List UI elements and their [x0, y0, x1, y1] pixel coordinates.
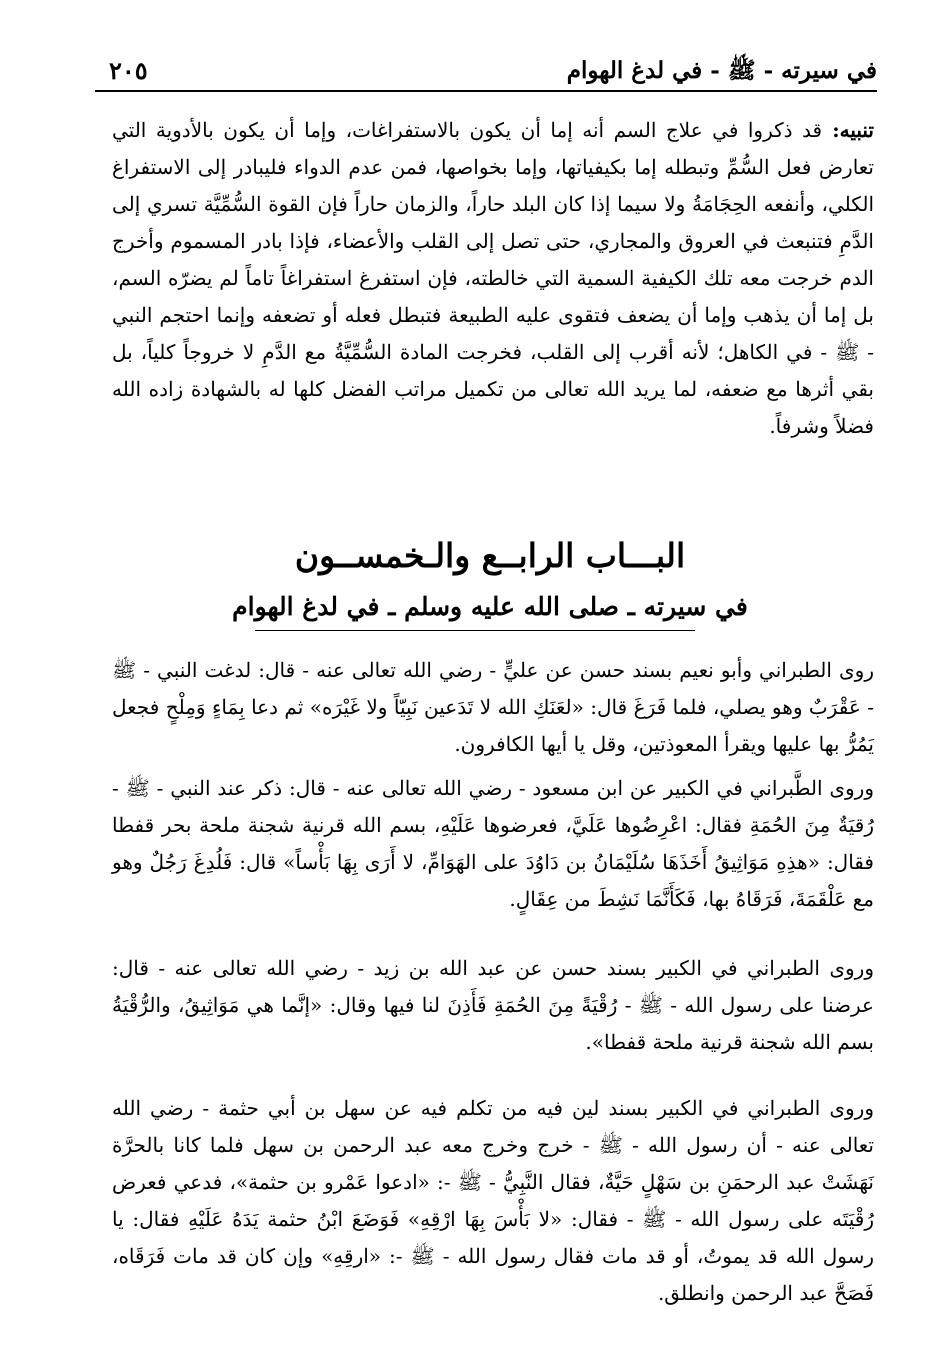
hadith-paragraph-1: روى الطبراني وأبو نعيم بسند حسن عن عليٍّ - رضي الله تعالى عنه - قال: لدغت النبي - ﷺ - عَقْرَبٌ وهو يصلي، فلما فَرَغَ قال: «لعَنَكِ الله لا تَدَعين نَبِيّاً ولا غَيْرَه» ثم دعا بِمَاءٍ وَمِلْحٍ فجعل يَمُرُّ بها عليها ويقرأ المعوذتين، وقل يا أيها الكافرون. [112, 658, 874, 756]
note-paragraph [112, 112, 874, 445]
running-title: في سيرته - ﷺ - في لدغ الهوام [566, 57, 877, 84]
note-label: تنبيه: [822, 118, 874, 142]
page-number: ٢٠٥ [109, 56, 148, 85]
hadith-paragraph-2: وروى الطَّبراني في الكبير عن ابن مسعود - رضي الله تعالى عنه - قال: ذكر عند النبي - ﷺ - رُقيَةٌ مِنَ الحُمَةِ فقال: اعْرِضُوها عَلَيَّ، فعرضوها عَلَيْهِ، بسم الله قرنية شجنة ملحة بحر قفطا فقال: «هذِهِ مَوَاثِيقُ أَخَذَهَا سُلَيْمَانُ بن دَاوُدَ على الهَوَامِّ، لا أَرَى بِهَا بَأْساً» قال: فَلُدِغَ رَجُلٌ وهو مع عَلْقَمَةَ، فَرَقَاهُ بها، فَكَأَنَّمَا نَشِطَ من عِقَالٍ. [112, 776, 874, 911]
chapter-title: البـــاب الرابــع والـخمســون [294, 536, 686, 575]
chapter-subtitle: في سيرته ـ صلى الله عليه وسلم ـ في لدغ الهوام [232, 592, 748, 621]
page-header [95, 44, 877, 92]
hadith-paragraph-3: وروى الطبراني في الكبير بسند حسن عن عبد الله بن زيد - رضي الله تعالى عنه - قال: عرضنا على رسول الله - ﷺ - رُقْيَةً مِنَ الحُمَةِ فَأَذِنَ لنا فيها وقال: «إنَّما هي مَوَاثِيقُ، والرُّقْيَةُ بسم الله شجنة قرنية ملحة قفطا». [112, 956, 874, 1054]
note-text: قد ذكروا في علاج السم أنه إما أن يكون بالاستفراغات، وإما أن يكون بالأدوية التي تعارض فعل السُّمِّ وتبطله إما بكيفياتها، وإما بخواصها، فمن عدم الدواء فليبادر إلى الاستفراغ الكلي، وأنفعه الحِجَامَةُ ولا سيما إذا كان البلد حاراً، والزمان حاراً فإن القوة السُّمِّيَّة تسري إلى الدَّمِ فتنبعث في العروق والمجاري، حتى تصل إلى القلب والأعضاء، فإذا بادر المسموم وأخرج الدم خرجت معه تلك الكيفية السمية التي خالطته، فإن استفرغ استفراغاً تاماً لم يضرّه السم، بل إما أن يذهب وإما أن يضعف فتقوى عليه الطبيعة فتبطل فعله أو تضعفه وإنما احتجم النبي - ﷺ - في الكاهل؛ لأنه أقرب إلى القلب، فخرجت المادة السُّمِّيَّةُ مع الدَّمِ لا خروجاً كلياً، بل بقي أثرها مع ضعفه، لما يريد الله تعالى من تكميل مراتب الفضل كلها له بالشهادة زاده الله فضلاً وشرفاً. [112, 118, 874, 438]
hadith-paragraph-4: وروى الطبراني في الكبير بسند لين فيه من تكلم فيه عن سهل بن أبي حثمة - رضي الله تعالى عنه - أن رسول الله - ﷺ - خرج وخرج معه عبد الرحمن بن سهل فلما كانا بالحرَّة نَهَشَتْ عبد الرحمَنِ بن سَهْلٍ حَيَّةٌ، فقال النَّبِيُّ - ﷺ -: «ادعوا عَمْرو بن حثمة»، فدعي فعرض رُقْيَتَه على رسول الله - ﷺ - فقال: «لا بَأْسَ بِهَا ارْقِهِ» فَوَضَعَ ابْنُ حثمة يَدَهُ عَلَيْهِ فقال: يا رسول الله قد يموتُ، أو قد مات فقال رسول الله - ﷺ -: «ارقِهِ» وإن كان قد مات فَرَقَاه، فَصَحَّ عبد الرحمن وانطلق. [112, 1096, 874, 1305]
subtitle-underline [255, 630, 695, 631]
